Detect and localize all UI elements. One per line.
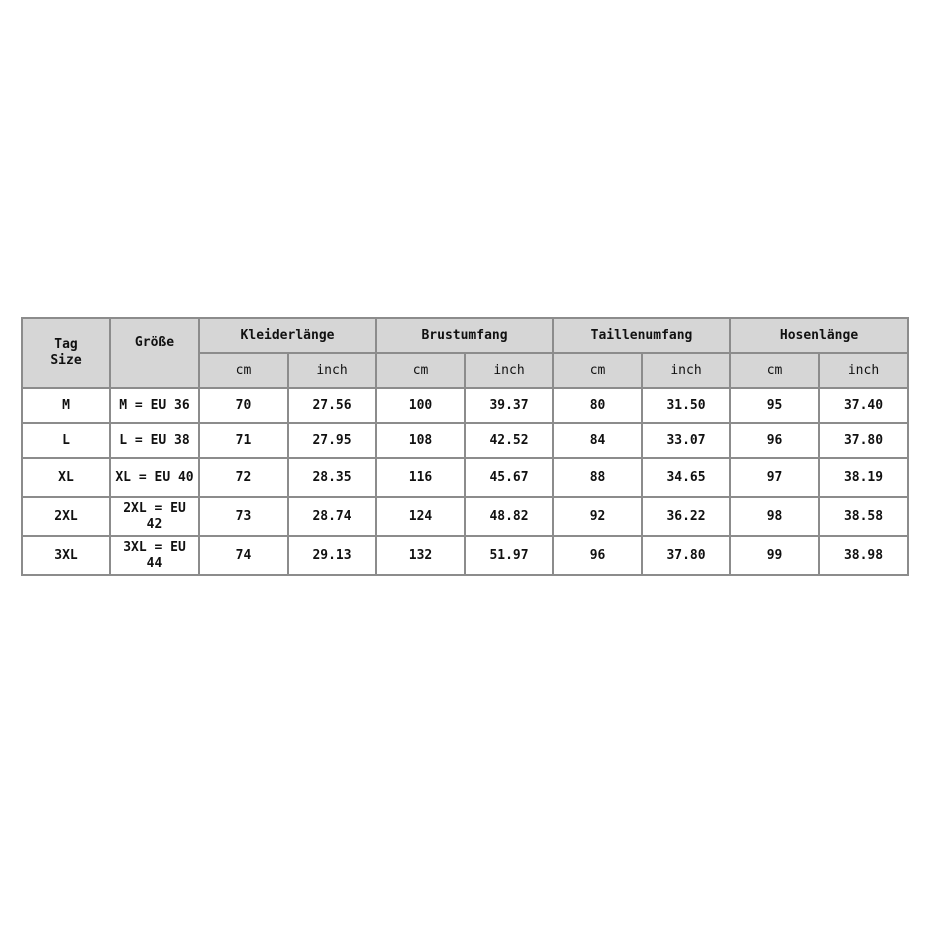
header-groesse: Größe bbox=[110, 318, 199, 388]
value-cell: 33.07 bbox=[642, 423, 730, 458]
eu-size-cell: M = EU 36 bbox=[110, 388, 199, 423]
value-cell: 51.97 bbox=[465, 536, 553, 575]
value-cell: 80 bbox=[553, 388, 642, 423]
unit-header: inch bbox=[642, 353, 730, 388]
unit-header: cm bbox=[553, 353, 642, 388]
unit-header: cm bbox=[199, 353, 288, 388]
tag-size-cell: XL bbox=[22, 458, 110, 497]
value-cell: 28.35 bbox=[288, 458, 376, 497]
size-chart-table bbox=[21, 317, 909, 576]
table-row bbox=[22, 458, 908, 497]
tag-size-cell: 2XL bbox=[22, 497, 110, 536]
value-cell: 36.22 bbox=[642, 497, 730, 536]
value-cell: 37.80 bbox=[642, 536, 730, 575]
value-cell: 45.67 bbox=[465, 458, 553, 497]
eu-size-cell: L = EU 38 bbox=[110, 423, 199, 458]
eu-size-cell: 2XL = EU 42 bbox=[110, 497, 199, 536]
header-brustumfang: Brustumfang bbox=[376, 318, 553, 353]
header-kleiderlaenge: Kleiderlänge bbox=[199, 318, 376, 353]
unit-header: cm bbox=[376, 353, 465, 388]
value-cell: 72 bbox=[199, 458, 288, 497]
header-row-groups bbox=[22, 318, 908, 353]
table-row bbox=[22, 536, 908, 575]
value-cell: 38.98 bbox=[819, 536, 908, 575]
value-cell: 99 bbox=[730, 536, 819, 575]
eu-size-cell: 3XL = EU 44 bbox=[110, 536, 199, 575]
value-cell: 48.82 bbox=[465, 497, 553, 536]
value-cell: 38.19 bbox=[819, 458, 908, 497]
unit-header: inch bbox=[465, 353, 553, 388]
value-cell: 98 bbox=[730, 497, 819, 536]
value-cell: 97 bbox=[730, 458, 819, 497]
value-cell: 92 bbox=[553, 497, 642, 536]
value-cell: 108 bbox=[376, 423, 465, 458]
table-row bbox=[22, 388, 908, 423]
value-cell: 84 bbox=[553, 423, 642, 458]
value-cell: 95 bbox=[730, 388, 819, 423]
unit-header: inch bbox=[819, 353, 908, 388]
header-hosenlaenge: Hosenlänge bbox=[730, 318, 908, 353]
value-cell: 96 bbox=[730, 423, 819, 458]
eu-size-cell: XL = EU 40 bbox=[110, 458, 199, 497]
value-cell: 88 bbox=[553, 458, 642, 497]
value-cell: 73 bbox=[199, 497, 288, 536]
header-tag-size bbox=[22, 318, 110, 388]
tag-size-cell: M bbox=[22, 388, 110, 423]
value-cell: 124 bbox=[376, 497, 465, 536]
value-cell: 71 bbox=[199, 423, 288, 458]
value-cell: 27.56 bbox=[288, 388, 376, 423]
value-cell: 27.95 bbox=[288, 423, 376, 458]
value-cell: 96 bbox=[553, 536, 642, 575]
value-cell: 42.52 bbox=[465, 423, 553, 458]
value-cell: 39.37 bbox=[465, 388, 553, 423]
header-taillenumfang: Taillenumfang bbox=[553, 318, 730, 353]
value-cell: 34.65 bbox=[642, 458, 730, 497]
header-tag-label: Tag bbox=[54, 337, 78, 352]
value-cell: 74 bbox=[199, 536, 288, 575]
table-row bbox=[22, 423, 908, 458]
value-cell: 38.58 bbox=[819, 497, 908, 536]
tag-size-cell: L bbox=[22, 423, 110, 458]
table-row bbox=[22, 497, 908, 536]
value-cell: 100 bbox=[376, 388, 465, 423]
value-cell: 31.50 bbox=[642, 388, 730, 423]
value-cell: 37.40 bbox=[819, 388, 908, 423]
unit-header: inch bbox=[288, 353, 376, 388]
unit-header: cm bbox=[730, 353, 819, 388]
value-cell: 28.74 bbox=[288, 497, 376, 536]
value-cell: 116 bbox=[376, 458, 465, 497]
value-cell: 132 bbox=[376, 536, 465, 575]
value-cell: 70 bbox=[199, 388, 288, 423]
value-cell: 37.80 bbox=[819, 423, 908, 458]
header-size-label: Size bbox=[50, 353, 82, 368]
tag-size-cell: 3XL bbox=[22, 536, 110, 575]
value-cell: 29.13 bbox=[288, 536, 376, 575]
